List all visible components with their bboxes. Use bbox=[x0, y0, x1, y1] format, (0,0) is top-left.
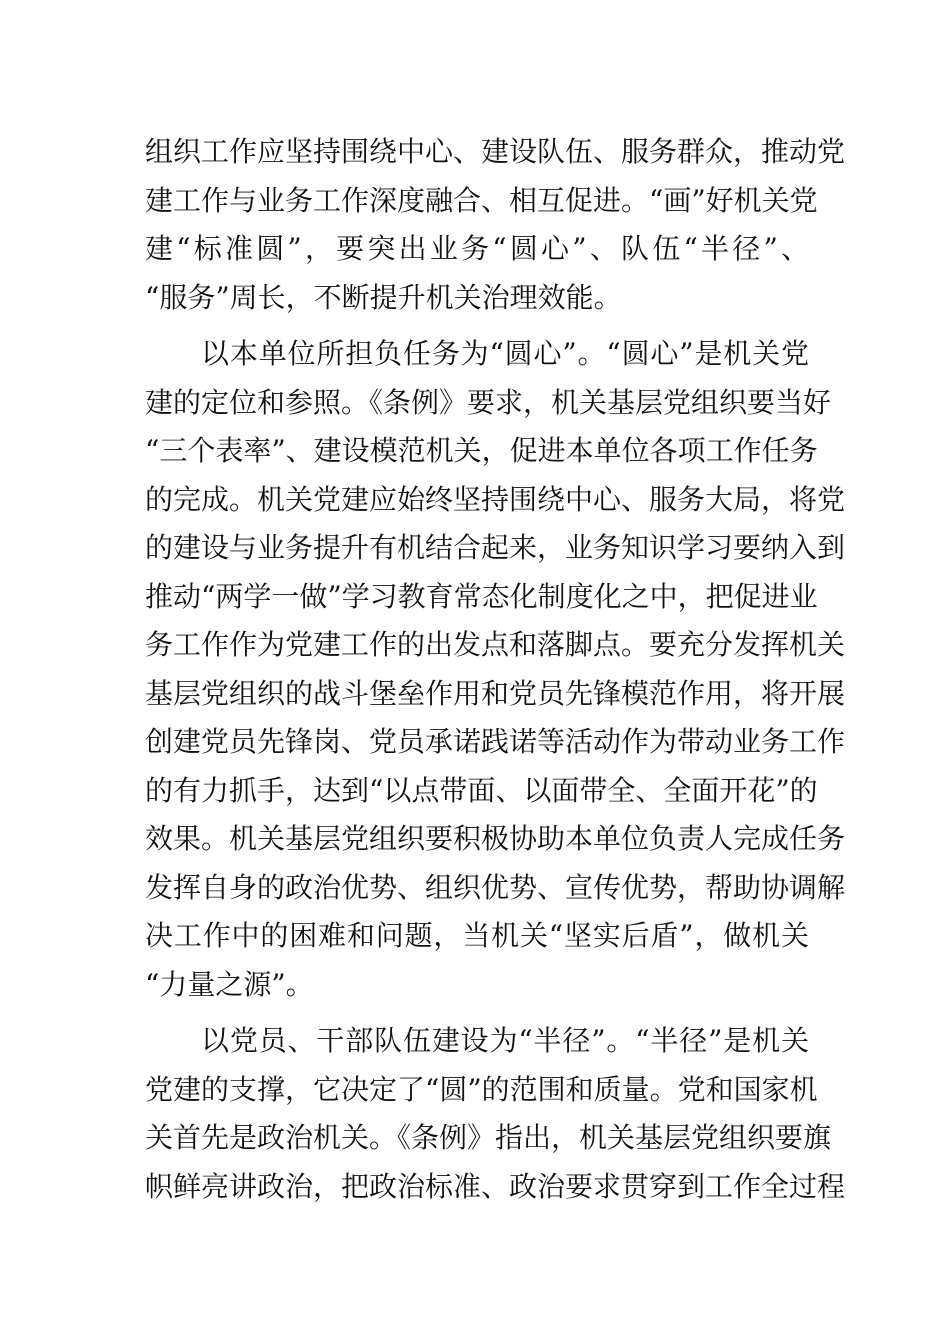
text-line: 务工作作为党建工作的出发点和落脚点。要充分发挥机关 bbox=[145, 628, 846, 661]
text-line: 党建的支撑，它决定了“圆”的范围和质量。党和国家机 bbox=[145, 1072, 818, 1106]
text-line: 基层党组织的战斗堡垒作用和党员先锋模范作用，将开展 bbox=[145, 676, 846, 710]
text-line: “服务”周长，不断提升机关治理效能。 bbox=[145, 280, 622, 314]
text-line: 的完成。机关党建应始终坚持围绕中心、服务大局，将党 bbox=[145, 482, 846, 516]
paragraph-center bbox=[145, 330, 846, 1009]
text-line: “三个表率”、建设模范机关，促进本单位各项工作任务 bbox=[145, 434, 818, 467]
paragraph-intro bbox=[145, 128, 846, 322]
text-line: 效果。机关基层党组织要积极协助本单位负责人完成任务 bbox=[145, 822, 846, 855]
text-line: 决工作中的困难和问题，当机关“坚实后盾”，做机关 bbox=[145, 919, 809, 952]
text-line: 推动“两学一做”学习教育常态化制度化之中，把促进业 bbox=[145, 579, 818, 613]
text-line: 建工作与业务工作深度融合、相互促进。“画”好机关党 bbox=[145, 183, 818, 217]
text-line: 帜鲜亮讲政治，把政治标准、政治要求贯穿到工作全过程 bbox=[145, 1169, 846, 1203]
text-line: 建“标准圆”，要突出业务“圆心”、队伍“半径”、 bbox=[145, 232, 809, 265]
text-line: 以党员、干部队伍建设为“半径”。“半径”是机关 bbox=[201, 1024, 809, 1057]
text-line: 的建设与业务提升有机结合起来，业务知识学习要纳入到 bbox=[145, 531, 846, 564]
text-line: “力量之源”。 bbox=[145, 967, 314, 1001]
document-body bbox=[145, 128, 846, 1219]
text-line: 关首先是政治机关。《条例》指出，机关基层党组织要旗 bbox=[145, 1121, 832, 1154]
text-line: 创建党员先锋岗、党员承诺践诺等活动作为带动业务工作 bbox=[145, 725, 846, 758]
text-line: 以本单位所担负任务为“圆心”。“圆心”是机关党 bbox=[201, 337, 809, 370]
text-line: 建的定位和参照。《条例》要求，机关基层党组织要当好 bbox=[145, 385, 832, 419]
paragraph-radius bbox=[145, 1017, 846, 1211]
text-line: 的有力抓手，达到“以点带面、以面带全、全面开花”的 bbox=[145, 773, 818, 807]
text-line: 发挥自身的政治优势、组织优势、宣传优势，帮助协调解 bbox=[145, 870, 846, 904]
text-line: 组织工作应坚持围绕中心、建设队伍、服务群众，推动党 bbox=[145, 135, 846, 168]
